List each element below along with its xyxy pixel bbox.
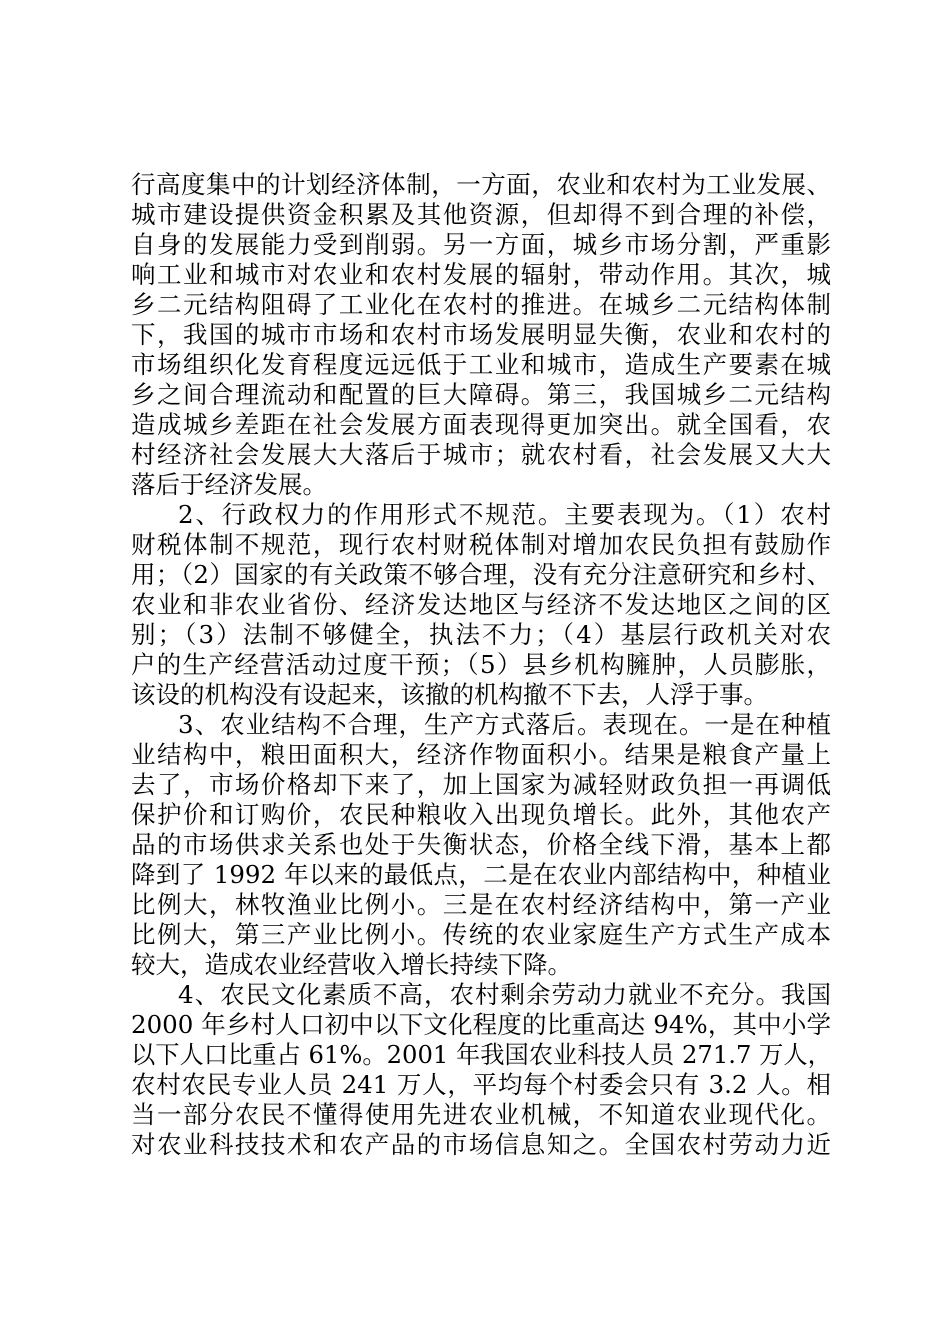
text-line: 农业和非农业省份、经济发达地区与经济不发达地区之间的区 bbox=[131, 590, 831, 619]
text-line: 降到了 1992 年以来的最低点，二是在农业内部结构中，种植业 bbox=[131, 860, 831, 889]
text-line: 财税体制不规范，现行农村财税体制对增加农民负担有鼓励作 bbox=[131, 530, 831, 559]
text-line: 市场组织化发育程度远远低于工业和城市，造成生产要素在城 bbox=[131, 350, 831, 379]
text-line: 保护价和订购价，农民种粮收入出现负增长。此外，其他农产 bbox=[131, 800, 831, 829]
text-line: 3、农业结构不合理，生产方式落后。表现在。一是在种植 bbox=[178, 710, 831, 739]
text-line: 当一部分农民不懂得使用先进农业机械，不知道农业现代化。 bbox=[131, 1100, 831, 1129]
text-line: 响工业和城市对农业和农村发展的辐射，带动作用。其次，城 bbox=[131, 260, 831, 289]
text-line: 户的生产经营活动过度干预；（5）县乡机构臃肿，人员膨胀， bbox=[131, 650, 831, 679]
document-body bbox=[131, 170, 831, 1160]
text-line: 该设的机构没有设起来，该撤的机构撤不下去，人浮于事。 bbox=[131, 680, 768, 709]
text-line: 业结构中，粮田面积大，经济作物面积小。结果是粮食产量上 bbox=[131, 740, 831, 769]
text-line: 比例大，林牧渔业比例小。三是在农村经济结构中，第一产业 bbox=[131, 890, 831, 919]
text-line: 造成城乡差距在社会发展方面表现得更加突出。就全国看，农 bbox=[131, 410, 831, 439]
text-line: 行高度集中的计划经济体制，一方面，农业和农村为工业发展、 bbox=[131, 170, 831, 199]
text-line: 村经济社会发展大大落后于城市；就农村看，社会发展又大大 bbox=[131, 440, 831, 469]
text-line: 较大，造成农业经营收入增长持续下降。 bbox=[131, 950, 572, 979]
text-line: 去了，市场价格却下来了，加上国家为减轻财政负担一再调低 bbox=[131, 770, 831, 799]
text-line: 用；（2）国家的有关政策不够合理，没有充分注意研究和乡村、 bbox=[131, 560, 831, 589]
text-line: 城市建设提供资金积累及其他资源，但却得不到合理的补偿， bbox=[131, 200, 831, 229]
text-line: 落后于经济发展。 bbox=[131, 470, 327, 499]
paragraph bbox=[131, 170, 831, 500]
paragraph bbox=[131, 980, 831, 1160]
text-line: 2000 年乡村人口初中以下文化程度的比重高达 94%，其中小学 bbox=[131, 1010, 831, 1039]
text-line: 4、农民文化素质不高，农村剩余劳动力就业不充分。我国 bbox=[178, 980, 831, 1009]
text-line: 品的市场供求关系也处于失衡状态，价格全线下滑，基本上都 bbox=[131, 830, 831, 859]
text-line: 2、行政权力的作用形式不规范。主要表现为。（1）农村 bbox=[178, 500, 831, 529]
text-line: 下，我国的城市市场和农村市场发展明显失衡，农业和农村的 bbox=[131, 320, 831, 349]
text-line: 以下人口比重占 61%。2001 年我国农业科技人员 271.7 万人， bbox=[131, 1040, 832, 1069]
paragraph bbox=[131, 500, 831, 710]
text-line: 乡之间合理流动和配置的巨大障碍。第三，我国城乡二元结构 bbox=[131, 380, 831, 409]
paragraph bbox=[131, 710, 831, 980]
text-line: 自身的发展能力受到削弱。另一方面，城乡市场分割，严重影 bbox=[131, 230, 831, 259]
text-line: 农村农民专业人员 241 万人，平均每个村委会只有 3.2 人。相 bbox=[131, 1070, 832, 1099]
text-line: 乡二元结构阻碍了工业化在农村的推进。在城乡二元结构体制 bbox=[131, 290, 831, 319]
text-line: 对农业科技技术和农产品的市场信息知之。全国农村劳动力近 bbox=[131, 1130, 831, 1159]
text-line: 比例大，第三产业比例小。传统的农业家庭生产方式生产成本 bbox=[131, 920, 831, 949]
text-line: 别；（3）法制不够健全，执法不力；（4）基层行政机关对农 bbox=[131, 620, 831, 649]
